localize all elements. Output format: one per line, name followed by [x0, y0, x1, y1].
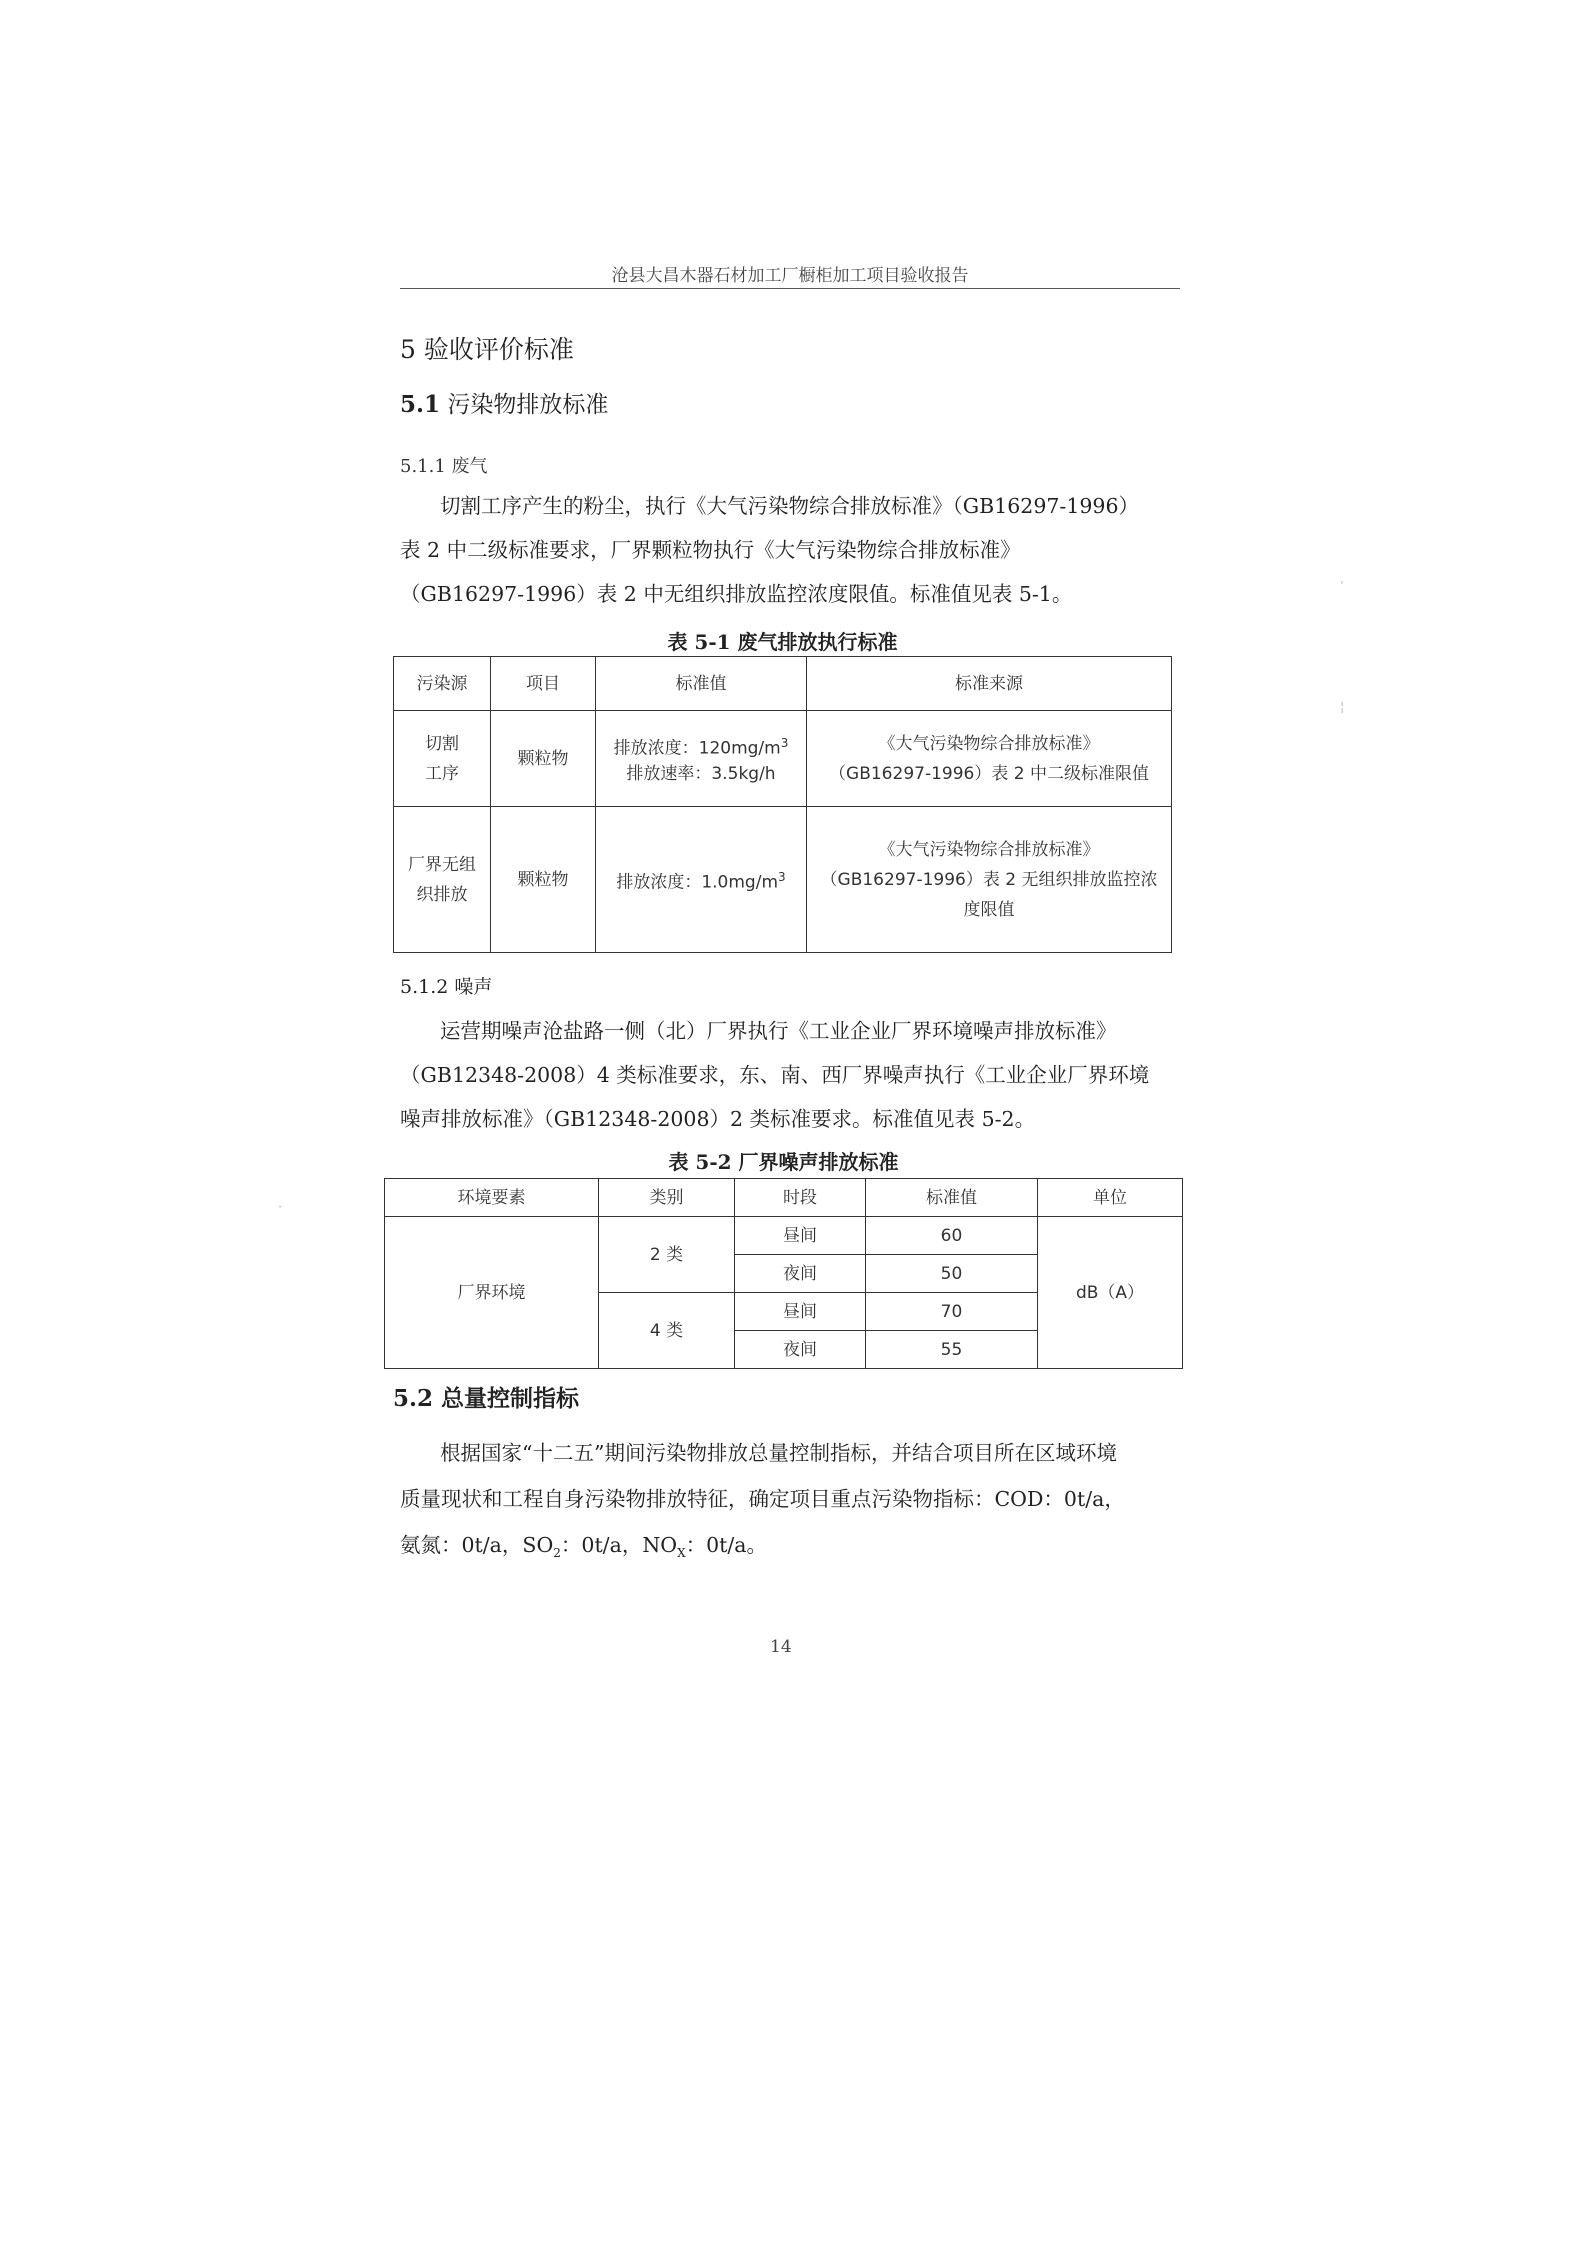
- period-cell: 昼间: [735, 1217, 866, 1255]
- table-header-cell: 标准值: [866, 1179, 1038, 1217]
- paragraph-line: 氨氮：0t/a，$SO_2$：0t/a，$NO_X$：0t/a。: [400, 1533, 768, 1561]
- cell-line: 厂界无组: [408, 854, 476, 875]
- noise-paragraph: [400, 1009, 1170, 1141]
- header-rule: [400, 288, 1180, 289]
- source-cell: [394, 711, 491, 807]
- table-header-row: [394, 657, 1172, 711]
- table-header-cell: 项目: [491, 657, 596, 711]
- cell-line: 工序: [425, 763, 459, 784]
- table-header-cell: 环境要素: [385, 1179, 599, 1217]
- cell-line: 《大气污染物综合排放标准》: [878, 839, 1100, 860]
- paragraph-line: （GB12348-2008）4 类标准要求，东、南、西厂界噪声执行《工业企业厂界环境: [400, 1063, 1150, 1087]
- table-header-cell: 单位: [1038, 1179, 1183, 1217]
- table-header-cell: 时段: [735, 1179, 866, 1217]
- period-cell: 夜间: [735, 1255, 866, 1293]
- running-header-title: 沧县大昌木器石材加工厂橱柜加工项目验收报告: [611, 266, 969, 286]
- class-cell: 2 类: [599, 1217, 735, 1293]
- section-5-heading: 5 验收评价标准: [400, 335, 574, 364]
- table-header-cell: 类别: [599, 1179, 735, 1217]
- total-control-paragraph: [400, 1430, 1170, 1576]
- scan-mark: ˈ: [1340, 580, 1344, 595]
- table-row: [394, 807, 1172, 953]
- paragraph-line: 质量现状和工程自身污染物排放特征，确定项目重点污染物指标：COD：0t/a，: [400, 1487, 1125, 1511]
- table-row: [394, 711, 1172, 807]
- item-cell: 颗粒物: [491, 807, 596, 953]
- paragraph-line: 噪声排放标准》（GB12348-2008）2 类标准要求。标准值见表 5-2。: [400, 1107, 1036, 1131]
- section-5-1-2-heading: 5.1.2 噪声: [400, 976, 493, 998]
- paragraph-line: 根据国家“十二五”期间污染物排放总量控制指标，并结合项目所在区域环境: [440, 1441, 1117, 1465]
- section-5-1-number: 5.1: [400, 391, 441, 418]
- cell-line: 《大气污染物综合排放标准》: [878, 733, 1100, 754]
- value-cell: [596, 711, 807, 807]
- scan-mark: ·: [278, 1200, 283, 1215]
- standard-value-cell: 55: [866, 1331, 1038, 1369]
- standard-value-cell: 60: [866, 1217, 1038, 1255]
- standard-value-cell: 70: [866, 1293, 1038, 1331]
- paragraph-line: 切割工序产生的粉尘，执行《大气污染物综合排放标准》（GB16297-1996）: [440, 494, 1140, 518]
- table-header-row: [385, 1179, 1183, 1217]
- class-cell: 4 类: [599, 1293, 735, 1369]
- exhaust-standard-table: [393, 656, 1172, 953]
- standard-value-cell: 50: [866, 1255, 1038, 1293]
- cell-line: 织排放: [416, 884, 468, 905]
- table-5-2-caption: 表 5-2 厂界噪声排放标准: [668, 1150, 899, 1174]
- cell-line: 切割: [425, 733, 459, 754]
- table-header-cell: 污染源: [394, 657, 491, 711]
- standard-source-cell: [807, 711, 1172, 807]
- unit-cell: dB（A）: [1038, 1217, 1183, 1369]
- period-cell: 夜间: [735, 1331, 866, 1369]
- cell-line: 排放浓度：$120mg/m^3$: [613, 735, 789, 759]
- cell-line: 排放速率：3.5kg/h: [626, 764, 776, 785]
- standard-source-cell: [807, 807, 1172, 953]
- cell-line: （GB16297-1996）表 2 中二级标准限值: [829, 763, 1149, 784]
- table-row: [385, 1217, 1183, 1255]
- table-header-cell: 标准来源: [807, 657, 1172, 711]
- section-5-1-title: 污染物排放标准: [440, 392, 609, 418]
- period-cell: 昼间: [735, 1293, 866, 1331]
- paragraph-line: （GB16297-1996）表 2 中无组织排放监控浓度限值。标准值见表 5-1。: [400, 582, 1073, 606]
- section-5-1-heading: [400, 386, 608, 419]
- paragraph-line: 表 2 中二级标准要求，厂界颗粒物执行《大气污染物综合排放标准》: [400, 538, 1021, 562]
- section-5-2-heading: 5.2 总量控制指标: [393, 1385, 580, 1412]
- source-cell: [394, 807, 491, 953]
- page-number: 14: [770, 1637, 792, 1657]
- paragraph-line: 运营期噪声沧盐路一侧（北）厂界执行《工业企业厂界环境噪声排放标准》: [440, 1019, 1117, 1043]
- scan-mark: ¦: [1340, 700, 1345, 715]
- exhaust-gas-paragraph: [400, 484, 1170, 616]
- cell-line: （GB16297-1996）表 2 无组织排放监控浓: [820, 869, 1158, 890]
- table-5-1-caption: 表 5-1 废气排放执行标准: [667, 630, 898, 654]
- value-cell: 排放浓度：$1.0mg/m^3$: [596, 807, 807, 953]
- environment-element-cell: 厂界环境: [385, 1217, 599, 1369]
- item-cell: 颗粒物: [491, 711, 596, 807]
- cell-line: 度限值: [963, 899, 1015, 920]
- section-5-1-1-heading: 5.1.1 废气: [400, 456, 488, 477]
- table-header-cell: 标准值: [596, 657, 807, 711]
- noise-standard-table: [384, 1178, 1183, 1369]
